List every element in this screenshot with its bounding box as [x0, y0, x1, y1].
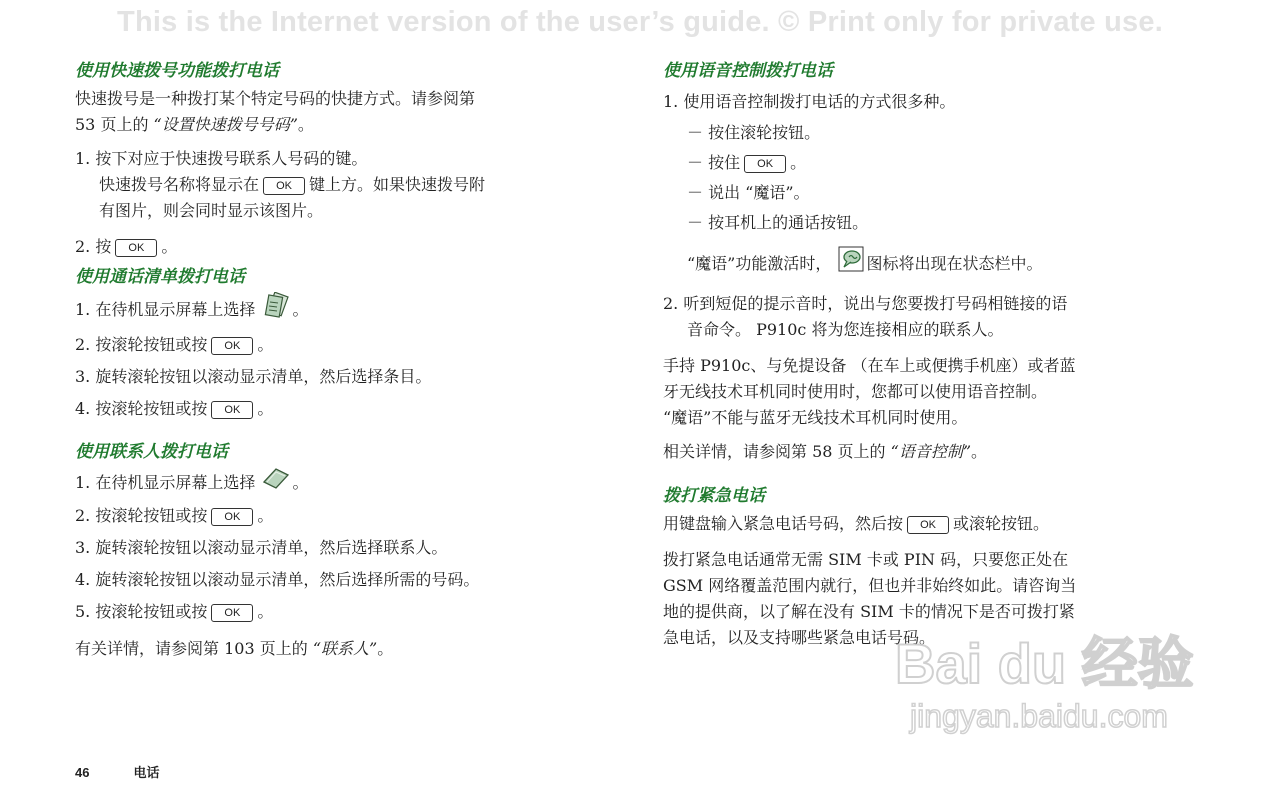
- right-column: [663, 58, 1183, 651]
- contacts-step-5: 5. 按滚轮按钮或按 OK 。: [75, 602, 274, 621]
- ok-key: OK: [211, 401, 253, 419]
- call-list-step-3: 3. 旋转滚轮按钮以滚动显示清单，然后选择条目。: [75, 367, 432, 386]
- voice-handsfree-line1: 手持 P910c、与免提设备 （在车上或便携手机座）或者蓝: [663, 356, 1076, 375]
- private-use-watermark: This is the Internet version of the user’s guide. © Print only for private use.: [117, 6, 1163, 38]
- ok-key: OK: [115, 239, 157, 257]
- speed-dial-reference: “设置快速拨号号码”: [153, 115, 298, 134]
- contacts-more-info: 有关详情，请参阅第 103 页上的 “联系人”。: [75, 639, 394, 658]
- ok-key: OK: [211, 508, 253, 526]
- baidu-jingyan-watermark: [895, 620, 1215, 745]
- contacts-icon: [262, 467, 290, 500]
- call-list-step-1: 1. 在待机显示屏幕上选择 。: [75, 292, 595, 329]
- speed-dial-step-1: 1. 按下对应于快速拨号联系人号码的键。: [75, 149, 368, 168]
- section-title-contacts: 使用联系人拨打电话: [75, 442, 228, 462]
- emergency-note-line2: GSM 网络覆盖范围内就行，但也并非始终如此。请咨询当: [663, 576, 1077, 595]
- voice-more-info: 相关详情，请参阅第 58 页上的 “语音控制”。: [663, 442, 988, 461]
- left-column: [75, 58, 595, 662]
- page-number: 46: [75, 765, 90, 780]
- section-title-voice-control: 使用语音控制拨打电话: [663, 61, 833, 81]
- ok-key: OK: [744, 155, 786, 173]
- contacts-step-2: 2. 按滚轮按钮或按 OK 。: [75, 506, 274, 525]
- emergency-note-line3: 地的提供商，以了解在没有 SIM 卡的情况下是否可拨打紧: [663, 602, 1075, 621]
- contacts-step-3: 3. 旋转滚轮按钮以滚动显示清单，然后选择联系人。: [75, 538, 448, 557]
- speed-dial-step-1-detail: 快速拨号名称将显示在 OK 键上方。如果快速拨号附 有图片，则会同时显示该图片。: [99, 175, 486, 220]
- speed-dial-intro-line2: 53 页上的 “设置快速拨号号码”。: [75, 115, 314, 134]
- speed-dial-intro-line1: 快速拨号是一种拨打某个特定号码的快捷方式。请参阅第: [75, 89, 476, 108]
- section-title-emergency: 拨打紧急电话: [663, 486, 765, 506]
- voice-step-1: 1. 使用语音控制拨打电话的方式很多种。: [663, 92, 956, 111]
- call-list-icon: [262, 292, 290, 329]
- voice-option-1: － 按住滚轮按钮。: [687, 123, 821, 142]
- emergency-note-line1: 拨打紧急电话通常无需 SIM 卡或 PIN 码，只要您正处在: [663, 550, 1069, 569]
- call-list-step-4: 4. 按滚轮按钮或按 OK 。: [75, 399, 274, 418]
- section-title-call-list: 使用通话清单拨打电话: [75, 267, 245, 287]
- ok-key: OK: [907, 516, 949, 534]
- voice-option-3: － 说出 “魔语”。: [687, 183, 810, 202]
- emergency-note-line4: 急电话，以及支持哪些紧急电话号码。: [663, 628, 936, 647]
- voice-step-2: 2. 听到短促的提示音时，说出与您要拨打号码相链接的语 音命令。 P910c 将为您连接相应的联系人。: [663, 294, 1068, 339]
- section-title-speed-dial: 使用快速拨号功能拨打电话: [75, 61, 279, 81]
- ok-key: OK: [211, 337, 253, 355]
- voice-option-4: － 按耳机上的通话按钮。: [687, 213, 869, 232]
- baidu-url: jingyan.baidu.com: [910, 698, 1168, 734]
- footer-section: 电话: [133, 765, 160, 780]
- contacts-reference: “联系人”: [312, 639, 378, 658]
- page-footer: [75, 762, 203, 781]
- voice-handsfree-line2: 牙无线技术耳机同时使用时，您都可以使用语音控制。: [663, 382, 1048, 401]
- baidu-logo: Bai du 经验: [895, 632, 1194, 695]
- ok-key: OK: [263, 177, 305, 195]
- voice-option-2: － 按住 OK 。: [687, 153, 807, 172]
- emergency-instruction: 用键盘输入紧急电话号码，然后按 OK 或滚轮按钮。: [663, 514, 1050, 533]
- contacts-step-4: 4. 旋转滚轮按钮以滚动显示清单，然后选择所需的号码。: [75, 570, 480, 589]
- speed-dial-step-2: 2. 按 OK 。: [75, 237, 178, 256]
- voice-status-note: “魔语”功能激活时， 图标将出现在状态栏中。: [663, 246, 1183, 283]
- contacts-step-1: 1. 在待机显示屏幕上选择 。: [75, 467, 595, 500]
- voice-reference: “语音控制”: [890, 442, 972, 461]
- voice-control-status-icon: [838, 246, 864, 283]
- ok-key: OK: [211, 604, 253, 622]
- voice-handsfree-line3: “魔语”不能与蓝牙无线技术耳机同时使用。: [663, 408, 968, 427]
- call-list-step-2: 2. 按滚轮按钮或按 OK 。: [75, 335, 274, 354]
